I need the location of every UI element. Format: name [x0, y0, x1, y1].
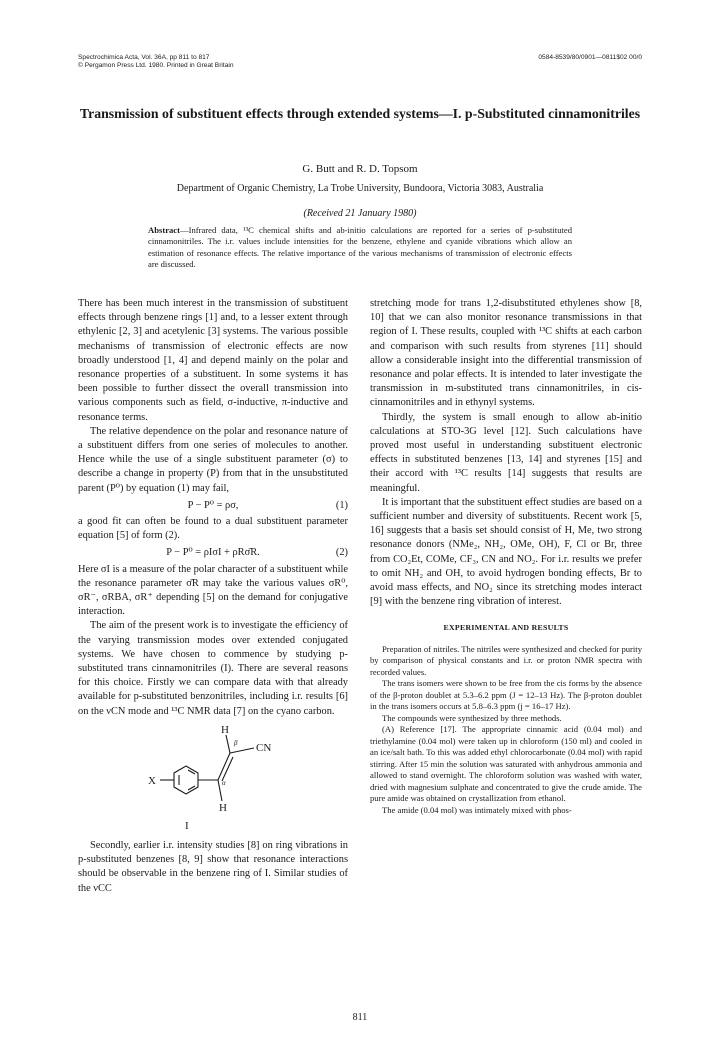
authors: G. Butt and R. D. Topsom	[302, 163, 418, 175]
section-heading: EXPERIMENTAL AND RESULTS	[443, 623, 569, 633]
equation-2-number: (2)	[335, 547, 348, 559]
alpha-label: α	[222, 778, 226, 787]
benzene-ring	[174, 766, 198, 794]
received-date: (Received 21 January 1980)	[303, 208, 417, 219]
atom-cn: CN	[256, 741, 272, 754]
atom-h-bottom: H	[219, 801, 227, 814]
cn-bond	[230, 748, 254, 753]
paragraph: Preparation of nitriles. The nitriles were synthesized and checked for purity by comparison of physical constants and i.r. or proton NMR spectra with recorded values.	[370, 643, 642, 677]
structure-diagram	[78, 721, 348, 839]
journal-citation-line1: Spectrochimica Acta, Vol. 36A, pp 811 to 817	[78, 54, 210, 61]
equation-1	[78, 499, 348, 513]
paragraph: The trans isomers were shown to be free from the cis forms by the absence of the β-proton doublet at 5.3–6.2 ppm (J = 12–13 Hz). The β-proton doublet in the trans isomers occurs at 5.8–6.3 ppm (j = 16–17 Hz).	[370, 678, 642, 712]
paragraph: Thirdly, the system is small enough to allow ab-initio calculations at STO-3G level [12]. Such calculations have proved most useful in understanding substituent electronic effects in substituted benzenes [13, 14] and styrenes [15] and their accord with ¹³C results [14] suggests that results are meaningful.	[370, 411, 642, 494]
structure-label: I	[185, 819, 189, 832]
journal-citation-line2: © Pergamon Press Ltd. 1980. Printed in Great Britain	[78, 62, 234, 69]
paragraph: stretching mode for trans 1,2-disubstituted ethylenes show [8, 10] that we can also monitor resonance transmissions in that region of I. These results, coupled with ¹³C shifts at each carbon and comparison with such results from styrenes [11] should allow a considerable insight into the differential transmission of resonance and polar effects. It is intended to later investigate the transmission in m-substituted trans cinnamonitriles, in cis-cinnamonitriles and in ethynyl systems.	[370, 298, 642, 409]
journal-citation	[78, 54, 234, 70]
article-code: 0584-8539/80/0901—0811$02 00/0	[538, 54, 642, 61]
equation-2	[78, 546, 348, 560]
paragraph: The compounds were synthesized by three methods.	[382, 712, 562, 723]
abstract	[148, 225, 572, 271]
equation-1-number: (1)	[335, 499, 348, 511]
page-number: 811	[352, 1012, 368, 1023]
beta-label: β	[234, 738, 238, 747]
atom-h-top: H	[221, 723, 229, 736]
paragraph: The aim of the present work is to investigate the efficiency of the varying transmission modes over extended conjugated systems. We have chosen to commence by studying p-substituted trans cinnamonitriles (I). There are several reasons for this choice. Firstly we can compare data with that already available for p-substituted benzonitriles, including i.r. results [6] on the νCN mode and ¹³C NMR data [7] on the cyano carbon.	[78, 620, 348, 717]
paragraph: There has been much interest in the transmission of substituent effects through benzene rings [1] and, to a lesser extent through ethylenic [2, 3] and acetylenic [3] systems. The various possible mechanisms of transmission of electronic effects are now broadly understood [1, 4] and depend mainly on the polar and resonance properties of a substituent. In some systems it has been possible to further dissect the overall transmission into various components such as field, σ-inductive, π-inductive and resonance terms.	[78, 298, 348, 423]
cinnamonitrile-structure	[118, 721, 308, 833]
paragraph: Here σI is a measure of the polar character of a substituent while the resonance parameter σ̄R may take the various values σR⁰, σR⁻, σRBA, σR⁺ depending [5] on the demand for conjugative interaction.	[78, 563, 348, 618]
abstract-text: —Infrared data, ¹³C chemical shifts and ab-initio calculations are reported for a series of p-substituted cinnamonitriles. The i.r. values include intensities for the benzene, ethylene and cyanide vibrations which allow an estimation of resonance effects. The relative importance of the various mechanisms of transmission of electronic effects are discussed.	[148, 225, 572, 270]
atom-x: X	[148, 774, 156, 787]
affiliation: Department of Organic Chemistry, La Trobe University, Bundoora, Victoria 3083, Australia	[176, 183, 544, 194]
right-column	[370, 297, 642, 816]
equation-2-text: P − P⁰ = ρIσI + ρRσ̄R.	[166, 547, 260, 559]
paragraph: The relative dependence on the polar and resonance nature of a substituent differs from one series of molecules to another. Hence while the use of a single substituent parameter (σ) to describe a change in property (P) from that in the unsubstituted parent (P⁰) by equation (1) may fail,	[78, 425, 348, 494]
paper-title: Transmission of substituent effects through extended systems—I. p-Substituted cinnamonitriles	[79, 106, 641, 121]
left-column	[78, 297, 348, 896]
paragraph: Secondly, earlier i.r. intensity studies [8] on ring vibrations in p-substituted benzenes [8, 9] show that resonance interactions should be observable in the benzene ring of I. Similar studies of the νCC	[78, 839, 348, 894]
beta-h-bond	[226, 735, 230, 753]
paragraph: The amide (0.04 mol) was intimately mixed with phos-	[382, 804, 572, 815]
alkene-double-bond	[222, 757, 233, 781]
paragraph: It is important that the substituent effect studies are based on a sufficient number and diversity of substituents. Recent work [5, 16] suggests that a basis set should consist of H, Me, two strong resonance donors (NMe₂, NH₂, OMe, OH), F, Cl or Br, three from CO₂Et, COMe, CF₃, CN and NO₂. For i.r. results we prefer to omit NH₂ and OH, to avoid hydrogen bonding effects, Br to avoid mass effects, and NO₂ since its stretching modes interact [9] with the benzene ring vibration of interest.	[370, 496, 642, 608]
abstract-label: Abstract	[148, 225, 180, 235]
paragraph: a good fit can often be found to a dual substituent parameter equation [5] of form (2).	[78, 516, 348, 542]
paragraph: (A) Reference [17]. The appropriate cinnamic acid (0.04 mol) and triethylamine (0.04 mol) were taken up in chloroform (150 ml) and cooled in an ice/salt bath. To this was added ethyl chlorocarbonate (0.04 mol) with rapid stirring. After 15 min the solution was saturated with anhydrous ammonia and allowed to stand overnight. The chloroform solution was washed with water, dried with magnesium sulphate and concentrated to give the crude amide. The pure amide was obtained on crystallization from ethanol.	[370, 724, 642, 804]
equation-1-text: P − P⁰ = ρσ,	[187, 499, 239, 511]
